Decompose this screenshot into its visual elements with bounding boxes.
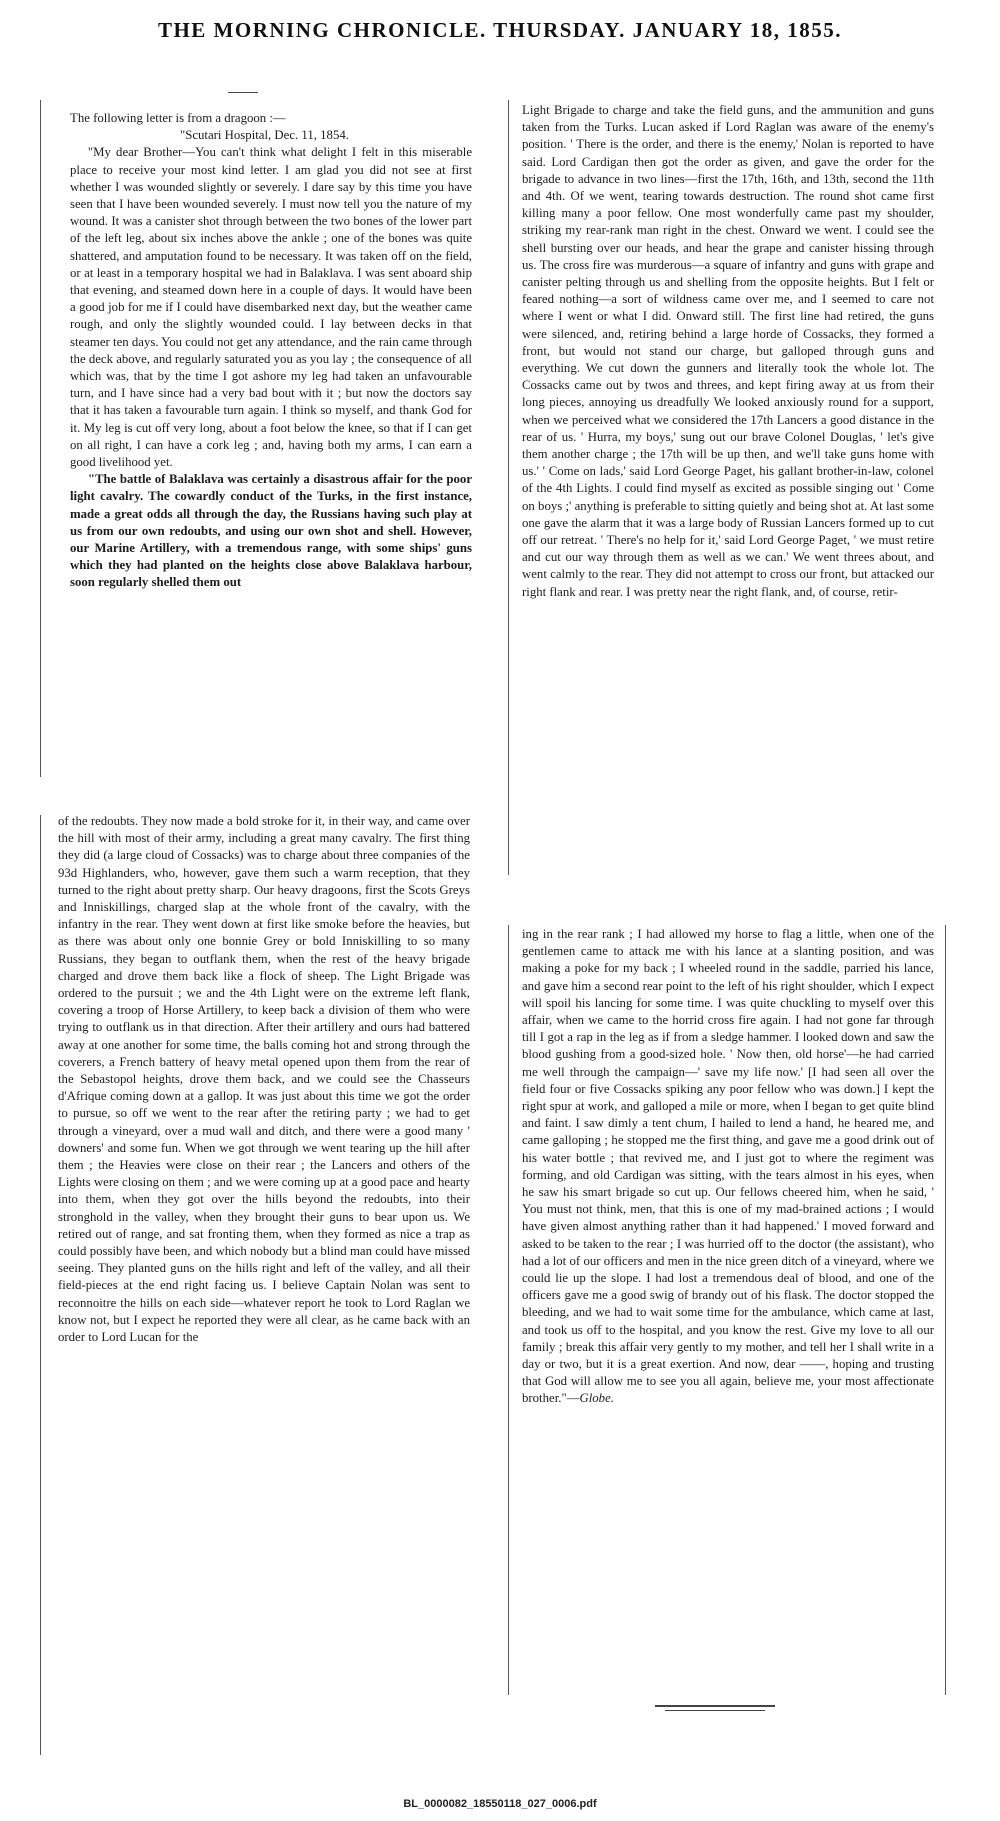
file-identifier: BL_0000082_18550118_027_0006.pdf [403,1798,597,1810]
column-c-left-rule [508,100,509,875]
signature: Globe. [579,1391,614,1406]
letter-place-date: "Scutari Hospital, Dec. 11, 1854. [180,128,349,143]
paragraph: "My dear Brother—You can't think what delight I felt in this miserable place to receive your most kind letter. I am glad you did not see at first whether I was wounded slightly or severely. I dare say by this time you have seen that I have been wounded severely. I must now tell you the nature of my wound. It was a canister shot through between the two bones of the lower part of the left leg, about six inches above the ankle ; one of the bones was quite shattered, and amputation found to be necessary. It was taken off on the field, or at least in a temporary hospital we had in Balaklava. I was sent aboard ship that evening, and steamed down here in a couple of days. It would have been a good job for me if I could have disembarked next day, but the weather came rough, and only the slightly wounded could. I lay between decks in that steamer ten days. You could not get any attendance, and the rain came through the deck above, and regularly saturated you as you lay ; the consequence of all which was, that by the time I got ashore my leg had taken an unfavourable turn, and I have since had a very bad bout with it ; but now the doctors say that it has taken a favourable turn again. I think so myself, and thank God for it. My leg is cut off very long, about a foot below the knee, so that if I can get on all right, I can have a cork leg ; and, having both my arms, I can earn a good livelihood yet. [70,145,472,470]
article-column-b [58,813,470,1758]
article-column-a [70,110,472,790]
column-d-end-rule-thin [665,1710,765,1711]
paragraph: Light Brigade to charge and take the field guns, and the ammunition and guns taken from the Turks. Lucan asked if Lord Raglan was aware of the enemy's position. ' There is the order, and there is the enemy,' Nolan is reported to have said. Lord Cardigan then got the order as given, and gave the order for the brigade to advance in two lines—first the 17th, 16th, and 13th, second the 11th and 4th. Of we went, tearing towards destruction. The round shot came first killing many a poor fellow. One most wonderfully came past my shoulder, striking my rear-rank man right in the chest. Onward we went. I could see the shell bursting over our heads, and hear the grape and canister hissing through us. The cross fire was murderous—a square of infantry and guns with grape and canister pelting through us and shelling from the opposite heights. But I felt or feared nothing—a sort of wildness came over me, and I seemed to care not where I went or what I did. Onward still. The first line had retired, the guns were silenced, and, retiring behind a large horde of Cossacks, they formed a front, but would not stand our charge, but galloped through guns and everything. We cut down the gunners and literally took the whole lot. The Cossacks came out by twos and threes, and kept firing away at us from their long pieces, annoying us dreadfully We looked anxiously round for a support, when we perceived what we considered the 17th Lancers a good distance in the rear of us. ' Hurra, my boys,' sung out our brave Colonel Douglas, ' let's give them another charge ; the 17th will be up then, and we'll take guns home with us.' ' Come on lads,' said Lord George Paget, his gallant brother-in-law, colonel of the 4th Lights. I could find myself as excited as possible singing out ' Come on boys ;' anything is preferable to sitting quietly and being shot at. At last some one gave the alarm that it was a large body of Russian Lancers formed up to cut off our retreat. ' There's no help for it,' said Lord George Paget, ' we must retire and cut our way through them as well as we can.' We went threes about, and went calmly to the rear. They did not attempt to cross our front, but attacked our right flank and rear. I was pretty near the right flank, and, of course, retir- [522,103,934,599]
masthead: THE MORNING CHRONICLE. THURSDAY. JANUARY 18, 1855. [157,18,843,42]
paragraph-text: ing in the rear rank ; I had allowed my horse to flag a little, when one of the gentlemen came to attack me with his lance at a slanting position, and was making a poke for my back ; I wheeled round in the saddle, parried his lance, and gave him a second rear point to the left of his right shoulder, which I expect will spoil his lancing for some time. I was quite chuckling to myself over this affair, when we came to the horrid cross fire again. I had not gone far through till I got a rap in the leg as if from a sledge hammer. I looked down and saw the blood gushing from a good-sized hole. ' Now then, old horse'—he had carried me well through the campaign—' save my life now.' [I had seen all over the field four or five Cossacks spiking any poor fellow who was down.] I kept the right spur at work, and galloped a mile or more, when I began to get quite blind and faint. I saw dimly a tent chum, I hailed to lend a hand, he heared me, and came galloping ; he stopped me the first thing, and gave me a good drink out of his water bottle ; that revived me, and I just got to where the regiment was forming, and old Cardigan was sitting, with the tears almost in his eyes, when he saw his smart brigade so cut up. Our fellows cheered him, when he said, ' You must not think, men, that this is one of my mad-brained actions ; I would have given almost anything rather than it had happened.' I moved forward and asked to be taken to the rear ; I was hurried off to the doctor (the assistant), who had a lot of our officers and men in the nice green ditch of a vineyard, where we could lie up the slope. I had lost a tremendous deal of blood, and one of the officers gave me a good swig of brandy out of his flask. The doctor stopped the bleeding, and we had to wait some time for the ambulance, which came at last, and took us off to the hospital, and you know the rest. Give my love to all our family ; break this affair very gently to my mother, and tell her I shall write in a day or two, but it is a great exertion. And now, dear ——, hoping and trusting that God will allow me to see you all again, believe me, your most affectionate brother."— [522,927,934,1406]
column-a-left-rule [40,100,41,777]
paragraph: "The battle of Balaklava was certainly a disastrous affair for the poor light cavalry. The cowardly conduct of the Turks, in the first instance, made a great odds all through the day, the Russians having such play at us from our own redoubts, and using our own shot and shell. However, our Marine Artillery, with a tremendous range, with some ships' guns which they had planted on the heights close above Balaklava harbour, soon regularly shelled them out [70,472,472,590]
letter-intro: The following letter is from a dragoon :— [70,111,286,125]
column-a-top-rule [228,92,258,93]
article-column-c [522,102,934,880]
column-d-right-rule [945,925,946,1695]
paragraph: of the redoubts. They now made a bold stroke for it, in their way, and came over the hill with most of their army, including a great many cavalry. The first thing they did (a large cloud of Cossacks) was to charge about three companies of the 93d Highlanders, who, however, gave them such a warm reception, that they turned to the right about pretty sharp. Our heavy dragoons, first the Scots Greys and Inniskillings, charged slap at the whole front of the cavalry, with the infantry in the rear. They went down at first like smoke before the heavies, but as there was about only one bonnie Grey or bold Inniskilling to so many Russians, they began to outflank them, when the rest of the heavy brigade charged and drove them back like a flock of sheep. The Light Brigade was ordered to the pursuit ; we and the 4th Light were on the extreme left flank, covering a troop of Horse Artillery, to keep back a division of them who were trying to outflank us in that direction. After their artillery and ours had battered away at one another for some time, the balls coming hot and strong through the coverers, a French battery of heavy metal opened upon them from the rear of the Sebastopol heights, drove them back, and we could see the Chasseurs d'Afrique coming down at a gallop. It was just about this time we got the order to pursue, so off we went to the rear after the retiring party ; we had to get through a vineyard, over a mud wall and ditch, and there were a good many ' downers' and some fun. When we got through we went tearing up the hill after them ; the Heavies were close on their rear ; the Lancers and others of the Lights were closing on them ; and we were coming up at a good pace and hearty into them, when they got over the hills beyond the redoubts, into their stronghold in the valley, when they brought their guns to bear upon us. We retired out of range, and sat fronting them, when they formed as nice a trap as could possibly have been, and which nobody but a blind man could have missed seeing. They planted guns on the hills right and left of the valley, and all their field-pieces at the end right facing us. I believe Captain Nolan was sent to reconnoitre the hills on each side—whatever report he took to Lord Raglan we know not, but I expect he reported they were all clear, as he came back with an order to Lord Lucan for the [58,814,470,1345]
column-d-end-rule [655,1705,775,1707]
column-b-left-rule [40,815,41,1755]
article-column-d [522,926,934,1696]
paragraph [522,926,934,1408]
column-d-left-rule [508,925,509,1695]
